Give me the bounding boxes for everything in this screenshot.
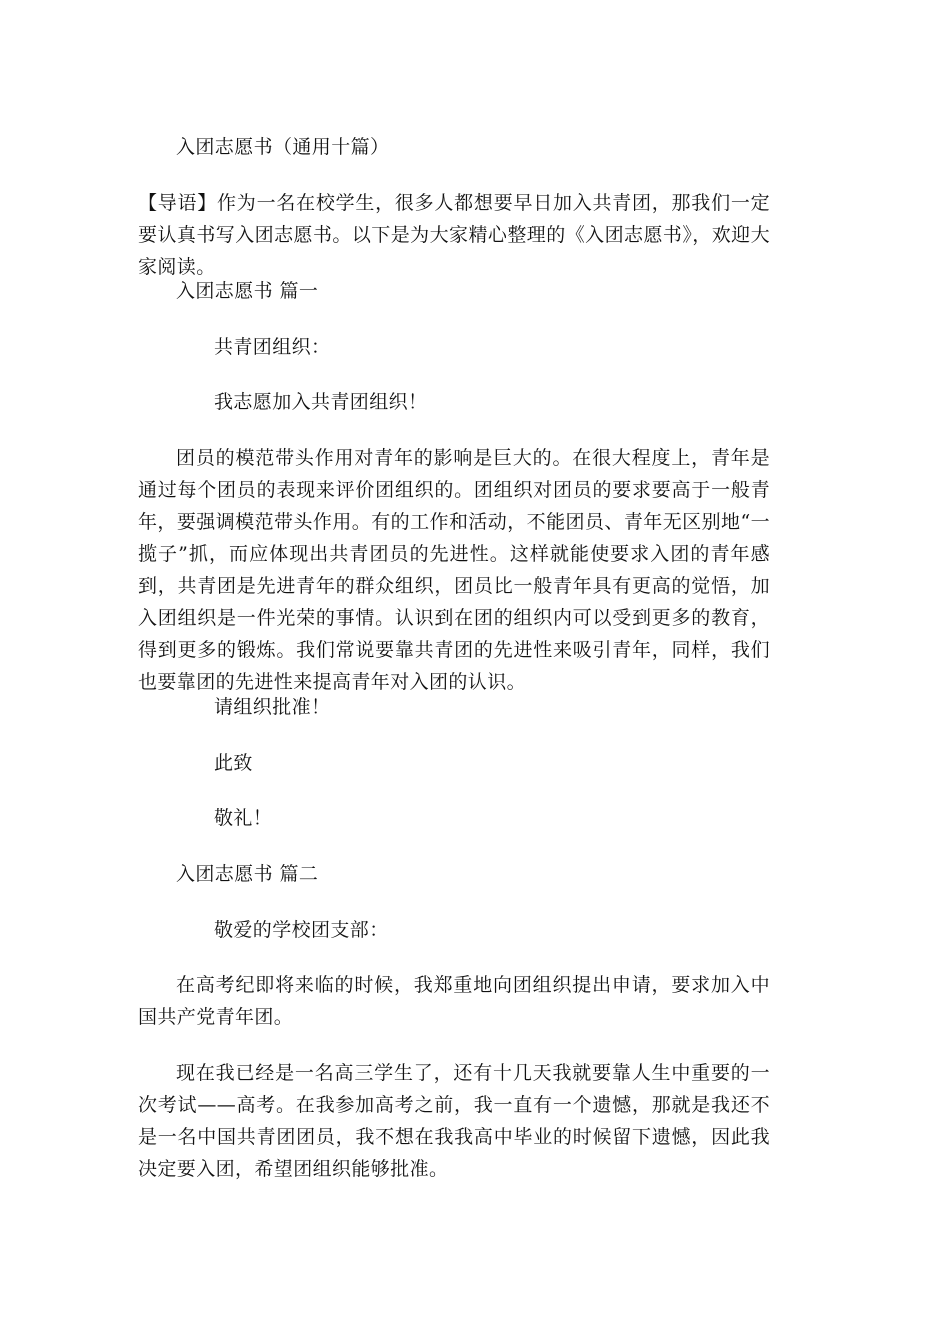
section-2-paragraph-2: 现在我已经是一名高三学生了，还有十几天我就要靠人生中重要的一次考试——高考。在我参加高考之前，我一直有一个遗憾，那就是我还不是一名中国共青团团员，我不想在我我高中毕业的时候留下遗憾，因此我决定要入团，希望团组织能够批准。 <box>138 1062 770 1180</box>
section-1-line1: 我志愿加入共青团组织！ <box>214 391 428 413</box>
section-1-closing-salute: 敬礼！ <box>214 807 273 829</box>
section-1-closing-request: 请组织批准！ <box>214 696 331 718</box>
section-1-closing-regards: 此致 <box>214 752 253 774</box>
section-2-salutation: 敬爱的学校团支部： <box>214 919 389 941</box>
section-1-body: 团员的模范带头作用对青年的影响是巨大的。在很大程度上，青年是通过每个团员的表现来评价团组织的。团组织对团员的要求要高于一般青年，要强调模范带头作用。有的工作和活动，不能团员、青年无区别地“一揽子”抓，而应体现出共青团员的先进性。这样就能使要求入团的青年感到，共青团是先进青年的群众组织，团员比一般青年具有更高的觉悟，加入团组织是一件光荣的事情。认识到在团的组织内可以受到更多的教育，得到更多的锻炼。我们常说要靠共青团的先进性来吸引青年，同样，我们也要靠团的先进性来提高青年对入团的认识。 <box>138 447 770 693</box>
intro-paragraph: 【导语】作为一名在校学生，很多人都想要早日加入共青团，那我们一定要认真书写入团志愿书。以下是为大家精心整理的《入团志愿书》，欢迎大家阅读。 <box>138 192 770 278</box>
section-2-heading: 入团志愿书 篇二 <box>176 863 319 885</box>
document-title: 入团志愿书（通用十篇） <box>176 136 390 158</box>
section-1-heading: 入团志愿书 篇一 <box>176 280 319 302</box>
section-2-paragraph-1: 在高考纪即将来临的时候，我郑重地向团组织提出申请，要求加入中国共产党青年团。 <box>138 974 770 1028</box>
section-1-salutation: 共青团组织： <box>214 336 331 358</box>
